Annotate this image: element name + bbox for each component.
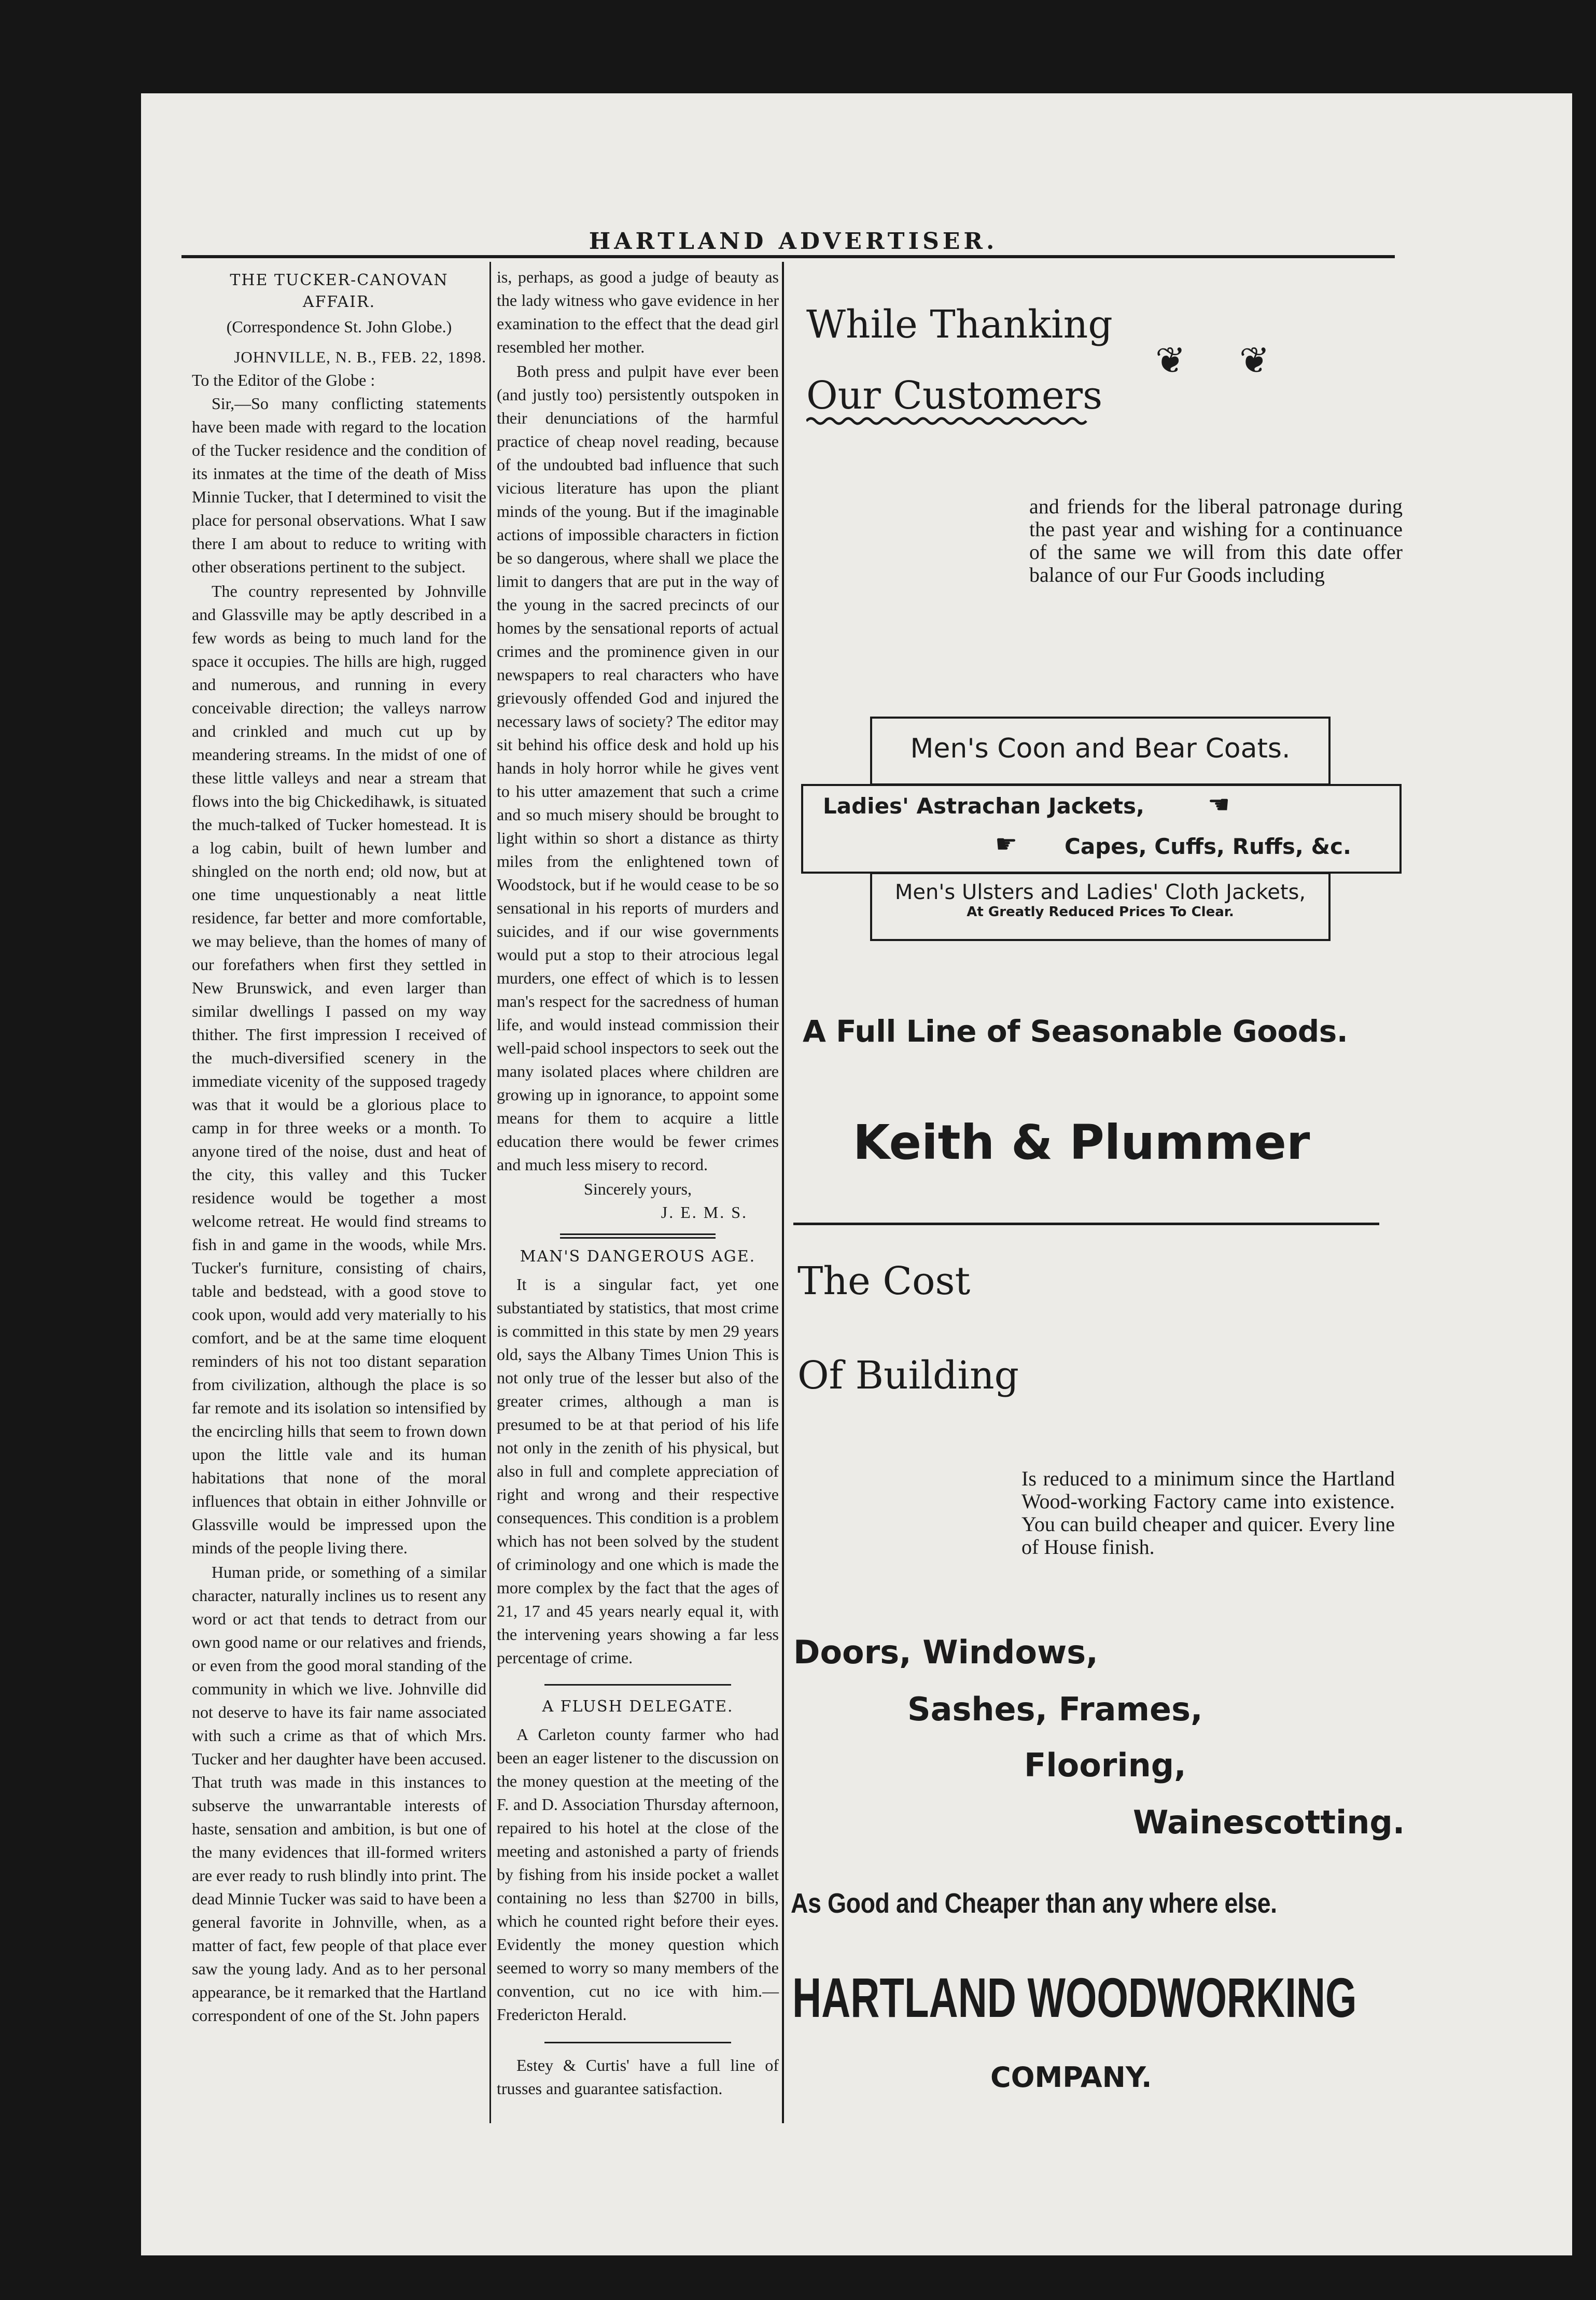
ad-product: Sashes, Frames, <box>907 1690 1203 1728</box>
article-rule <box>544 1684 731 1686</box>
paragraph: A Carleton county farmer who had been an eager listener to the discussion on the money question at the meeting of the F. and D. Association Thursday afternoon, repaired to his hotel at the close of the meeting and astonished a party of friends by fishing from his inside pocket a wallet containing no less than $2700 in bills, which he counted right before their eyes. Evidently the money question which seemed to worry so many members of the convention, cut no ice with him.—Fredericton Herald. <box>497 1725 779 2024</box>
paragraph: is, perhaps, as good a judge of beauty as the lady witness who gave evidence in her examination to the effect that the dead girl resembled her mother. <box>497 268 779 356</box>
ad-tagline: As Good and Cheaper than any where else. <box>791 1888 1277 1919</box>
ad-headline: Our Customers <box>806 373 1103 418</box>
ad-body: and friends for the liberal patronage during the past year and wishing for a continuance of the same we will from this date offer balance of our Fur Goods including <box>1029 495 1403 586</box>
ad-body: Is reduced to a minimum since the Hartland Wood-working Factory came into existence. You can build cheaper and quicer. Every line of House finish. <box>1021 1467 1395 1559</box>
signature: J. E. M. S. <box>661 1203 748 1222</box>
article-rule <box>544 2042 731 2043</box>
column-1 <box>192 270 486 2028</box>
ad-item-sub: At Greatly Reduced Prices To Clear. <box>967 904 1234 920</box>
wavy-underline <box>806 415 1089 427</box>
ad-full-line: A Full Line of Seasonable Goods. <box>803 1014 1348 1049</box>
paragraph: Both press and pulpit have ever been (and justly too) persistently outspoken in their denunciations of the harmful practice of cheap novel reading, because of the undoubted bad influence that such vicious literature has upon the pliant minds of the young. But if the imaginable actions of impossible characters in fiction be so dangerous, where shall we place the limit to dangers that are put in the way of the young in the sacred precincts of our homes by the sensational reports of actual crimes and the prominence given in our newspapers to real characters who have grievously offended God and injured the necessary laws of society? The editor may sit behind his office desk and hold up his hands in holy horror while he gives vent to his utter amazement that such a crime and so much misery should be brought to light within so short a distance as thirty miles from the enlightened town of Woodstock, but if he would cease to be so sensational in his reports of murders and suicides, and if our wise governments would put a stop to their atrocious legal murders, one effect of which is to lessen man's respect for the sacredness of human life, and would instead commission their well-paid school inspectors to seek out the many isolated places where children are growing up in ignorance, to appoint some means for them to acquire a little education there would be fewer crimes and much less misery to record. <box>497 362 779 1174</box>
salutation: To the Editor of the Globe : <box>192 371 375 389</box>
article-rule <box>560 1237 716 1239</box>
ad-product: Flooring, <box>1024 1746 1186 1784</box>
ad-headline: While Thanking <box>806 302 1113 347</box>
masthead: HARTLAND ADVERTISER. <box>589 228 998 255</box>
paragraph: The country represented by Johnville and Glassville may be aptly described in a few words as being to much land for the space it occupies. The hills are high, rugged and numerous, and running in every conceivable direction; the valleys narrow and crinkled and much cut up by meandering streams. In the midst of one of these little valleys and near a stream that flows into the big Chickedihawk, is situated the much-talked of Tucker homestead. It is a log cabin, built of hewn lumber and shingled on the north end; old now, but at one time unquestionably a neat little residence, far better and more comfortable, we may believe, than the homes of many of our forefathers when first they settled in New Brunswick, and even larger than similar dwellings I passed on my way thither. The first impression I received of the much-diversified scenery in the immediate vicenity of the supposed tragedy was that it would be a glorious place to camp in for three weeks or a month. To anyone tired of the noise, dust and heat of the city, this valley and this Tucker residence would be together a most welcome retreat. He would find streams to fish in and game in the woods, while Mrs. Tucker's furniture, consisting of chairs, table and bedstead, with a good stove to cook upon, would add very materially to his comfort, and be at the same time eloquent reminders of his not too distant separation from civilization, although the place is so far remote and its isolation so intensified by the encircling hills that seem to frown down upon the little vale and its human habitations that none of the moral influences that obtain in either Johnville or Glassville would be impressed upon the minds of the people living there. <box>192 582 486 1557</box>
ad-headline: The Cost <box>797 1259 971 1303</box>
article-rule <box>560 1233 716 1235</box>
masthead-rule <box>181 255 1395 258</box>
article-title-1: THE TUCKER-CANOVAN <box>230 271 449 289</box>
article-title: A FLUSH DELEGATE. <box>542 1698 734 1716</box>
article-title: MAN'S DANGEROUS AGE. <box>520 1247 756 1266</box>
signoff: Sincerely yours, <box>584 1180 692 1198</box>
ad-item: Capes, Cuffs, Ruffs, &c. <box>1065 834 1351 859</box>
ad-firm-name: Keith & Plummer <box>853 1115 1310 1170</box>
article-source: (Correspondence St. John Globe.) <box>226 317 452 336</box>
column-divider-1 <box>489 262 491 2123</box>
ad-box-coon-coats <box>870 717 1331 786</box>
hand-pointer-icon: ☚ <box>1208 790 1230 819</box>
paragraph: Sir,—So many conflicting statements have been made with regard to the location of the Tucker residence and the condition of its inmates at the time of the death of Miss Minnie Tucker, that I determined to visit the place for personal observations. What I saw there I am about to reduce to writing with other obserations pertinent to the subject. <box>192 394 486 576</box>
ad-product: Doors, Windows, <box>793 1633 1098 1671</box>
column-2 <box>497 265 779 2101</box>
fleuron-icon: ❦ <box>1155 339 1186 382</box>
notice: Estey & Curtis' have a full line of trusses and guarantee satisfaction. <box>497 2056 779 2098</box>
column-divider-2 <box>782 262 784 2123</box>
article-title-2: AFFAIR. <box>302 293 376 311</box>
ad-product: Wainescotting. <box>1133 1803 1405 1841</box>
ad-item: Ladies' Astrachan Jackets, <box>823 793 1145 819</box>
ad-company: COMPANY. <box>990 2061 1152 2094</box>
ad-divider <box>793 1223 1379 1225</box>
paragraph: Human pride, or something of a similar character, naturally inclines us to resent any word or act that tends to detract from our own good name or our relatives and friends, or even from the good moral standing of the community in which we live. Johnville did not deserve to have its fair name associated with such a crime as that of which Mrs. Tucker and her daughter have been accused. That truth was made in this instances to subserve the unwarrantable interests of haste, sensation and ambition, is but one of the many evidences that ill-formed writers are ever ready to rush blindly into print. The dead Minnie Tucker was said to have been a general favorite in Johnville, when, as a matter of fact, few people of that place ever saw the young lady. And as to her personal appearance, be it remarked that the Hartland correspondent of one of the St. John papers <box>192 1563 486 2025</box>
ad-box-ulsters <box>870 872 1331 941</box>
ad-item: Men's Ulsters and Ladies' Cloth Jackets, <box>894 880 1306 904</box>
ad-company: HARTLAND WOODWORKING <box>792 1966 1357 2029</box>
fleuron-icon: ❦ <box>1239 339 1270 382</box>
hand-pointer-icon: ☛ <box>995 830 1018 859</box>
ad-box-astrachan <box>801 784 1402 874</box>
ad-headline: Of Building <box>797 1353 1019 1398</box>
dateline: JOHNVILLE, N. B., FEB. 22, 1898. <box>234 348 486 366</box>
paragraph: It is a singular fact, yet one substantiated by statistics, that most crime is committed in this state by men 29 years old, says the Albany Times Union This is not only true of the lesser but also of the greater crimes, although a man is presumed to be at that period of his life not only in the zenith of his physical, but also in full and complete appreciation of right and wrong and their respective consequences. This condition is a problem which has not been solved by the student of criminology and one which is made the more complex by the fact that the ages of 21, 17 and 45 years nearly equal it, with the intervening years showing a far less percentage of crime. <box>497 1275 779 1667</box>
ad-item: Men's Coon and Bear Coats. <box>910 733 1291 764</box>
